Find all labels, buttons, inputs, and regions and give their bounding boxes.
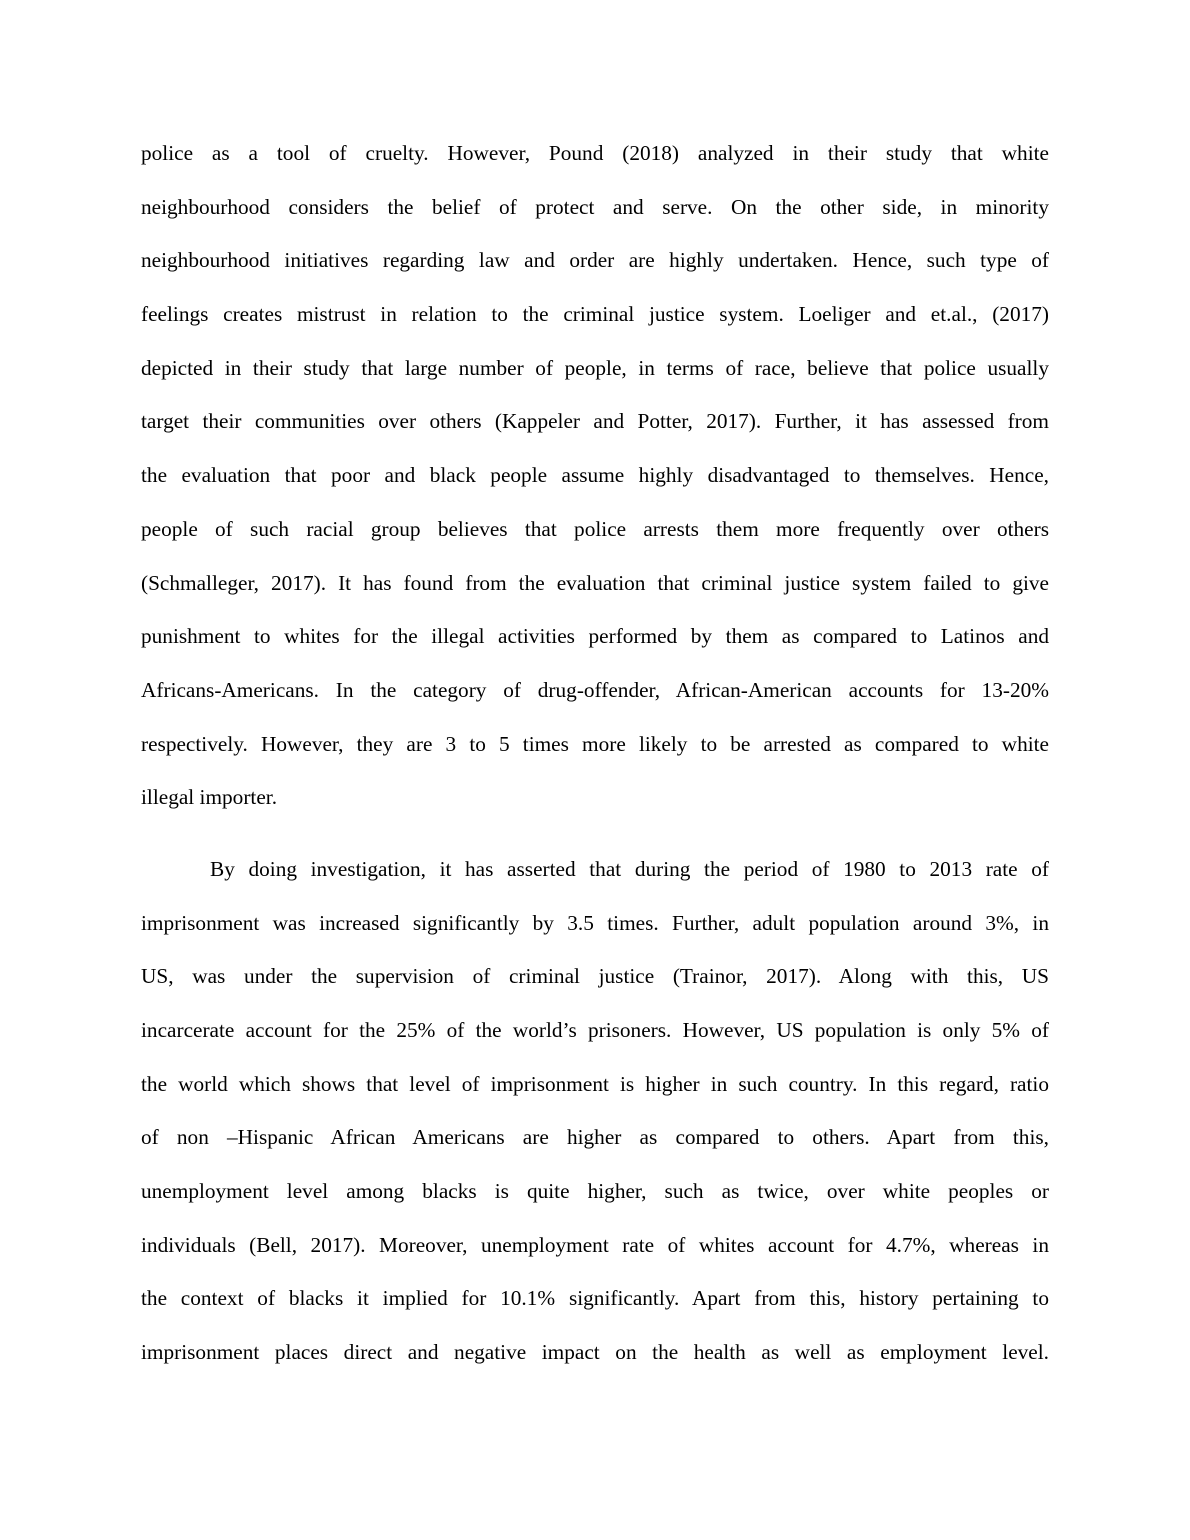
document-body	[141, 127, 1049, 1380]
text-line: US, was under the supervision of criminal justice (Trainor, 2017). Along with this, US	[141, 964, 1049, 989]
text-line: neighbourhood considers the belief of protect and serve. On the other side, in minority	[141, 194, 1049, 219]
text-line: By doing investigation, it has asserted that during the period of 1980 to 2013 rate of	[210, 856, 1049, 881]
text-line: punishment to whites for the illegal activities performed by them as compared to Latinos and	[141, 624, 1049, 649]
text-line: respectively. However, they are 3 to 5 times more likely to be arrested as compared to white	[141, 731, 1049, 756]
text-line: the evaluation that poor and black people assume highly disadvantaged to themselves. Hence,	[141, 463, 1049, 488]
text-line: Africans-Americans. In the category of drug-offender, African-American accounts for 13-20%	[141, 677, 1049, 702]
text-line: (Schmalleger, 2017). It has found from the evaluation that criminal justice system failed to give	[141, 570, 1049, 595]
text-line: feelings creates mistrust in relation to the criminal justice system. Loeliger and et.al., (2017)	[141, 302, 1049, 327]
text-line: unemployment level among blacks is quite higher, such as twice, over white peoples or	[141, 1179, 1049, 1204]
text-line: the context of blacks it implied for 10.1% significantly. Apart from this, history pertaining to	[141, 1286, 1049, 1311]
text-line: police as a tool of cruelty. However, Pound (2018) analyzed in their study that white	[141, 141, 1049, 165]
text-line: target their communities over others (Kappeler and Potter, 2017). Further, it has assessed from	[141, 409, 1049, 434]
text-line: of non –Hispanic African Americans are higher as compared to others. Apart from this,	[141, 1125, 1049, 1150]
paragraph-2	[141, 843, 1049, 1380]
text-line: illegal importer.	[141, 785, 278, 810]
text-line: depicted in their study that large number of people, in terms of race, believe that police usually	[141, 355, 1049, 380]
text-line: people of such racial group believes that police arrests them more frequently over others	[141, 516, 1049, 541]
text-line: the world which shows that level of imprisonment is higher in such country. In this regard, ratio	[141, 1071, 1049, 1096]
text-line: imprisonment places direct and negative impact on the health as well as employment level.	[141, 1340, 1049, 1365]
text-line: neighbourhood initiatives regarding law and order are highly undertaken. Hence, such type of	[141, 248, 1049, 273]
paragraph-1	[141, 127, 1049, 825]
paragraph-spacer	[141, 825, 1049, 843]
text-line: individuals (Bell, 2017). Moreover, unemployment rate of whites account for 4.7%, whereas in	[141, 1232, 1049, 1257]
text-line: incarcerate account for the 25% of the world’s prisoners. However, US population is only 5% of	[141, 1018, 1049, 1042]
text-line: imprisonment was increased significantly by 3.5 times. Further, adult population around 3%, in	[141, 910, 1049, 935]
